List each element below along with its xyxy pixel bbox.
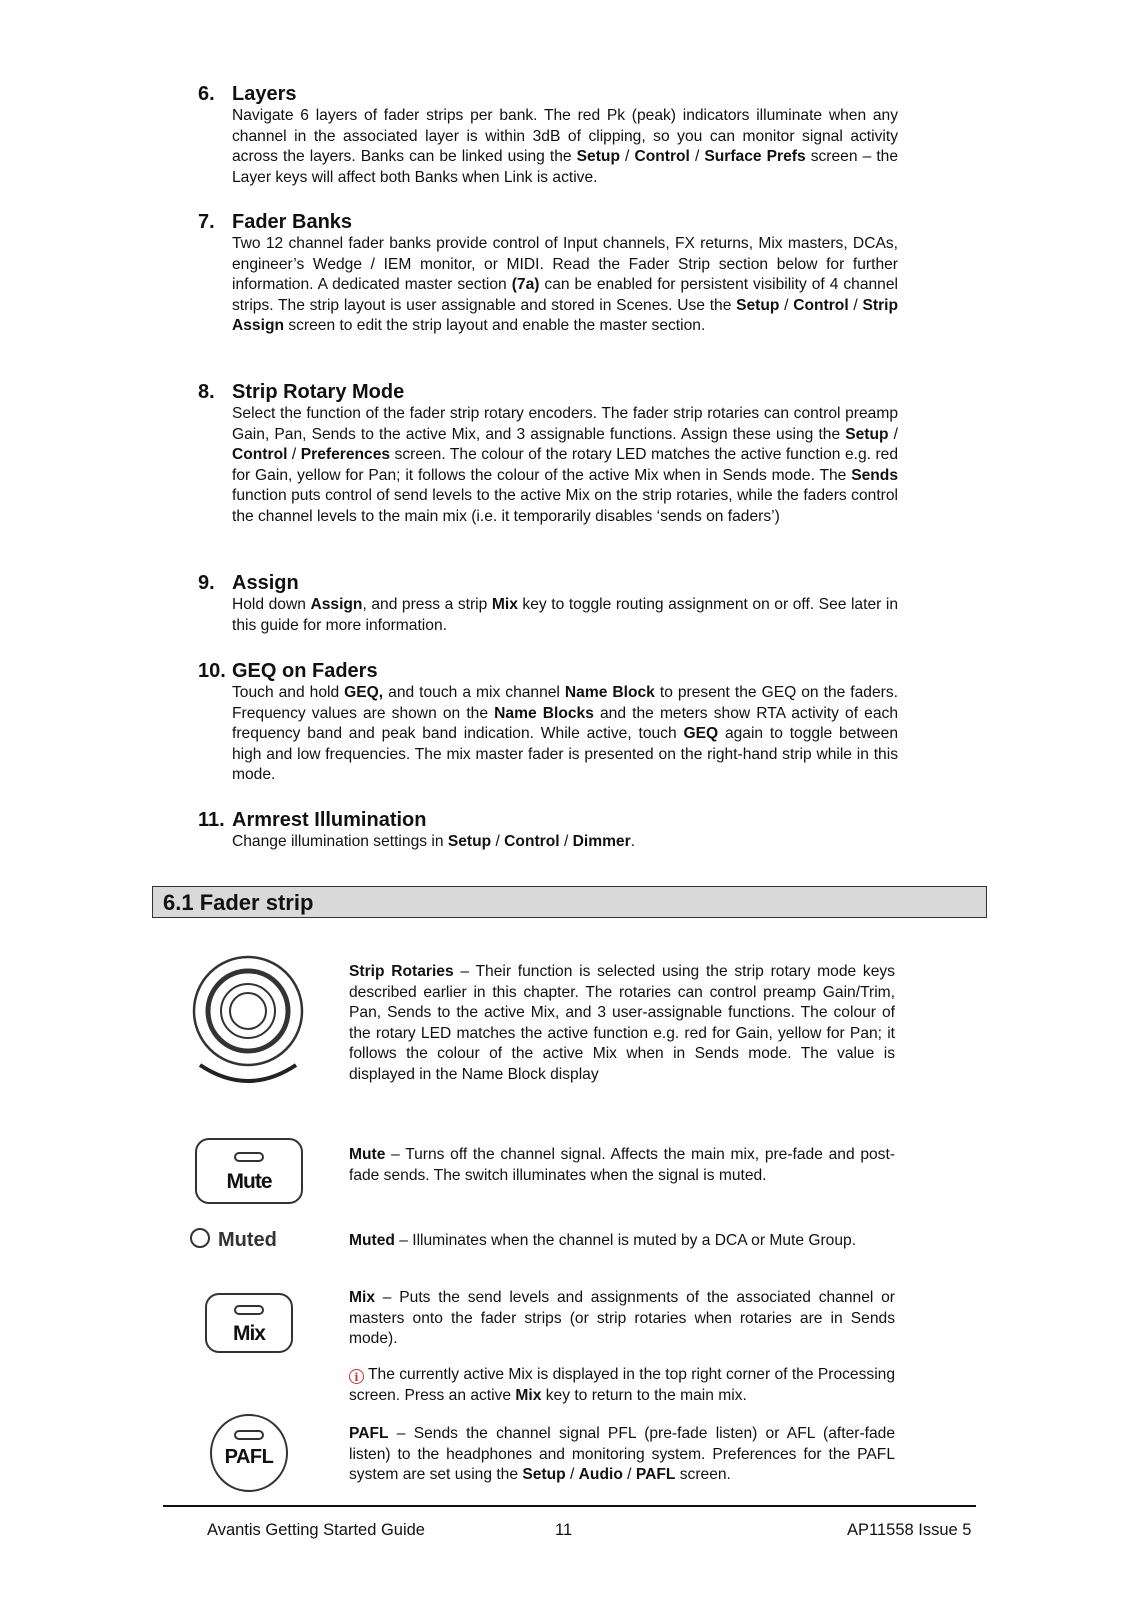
pafl-description: PAFL – Sends the channel signal PFL (pre-fade listen) or AFL (after-fade listen) to the headphones and monitoring system. Preferences for the PAFL system are set using the Setup / Audio / PAFL screen.: [349, 1425, 895, 1484]
led-icon: [234, 1305, 264, 1315]
section-body: Hold down Assign, and press a strip Mix key to toggle routing assignment on or off. See later in this guide for more information.: [232, 596, 899, 634]
mute-key-icon: Mute: [195, 1138, 303, 1204]
section-body: Navigate 6 layers of fader strips per bank. The red Pk (peak) indicators illuminate when any channel in the associated layer is within 3dB of clipping, so you can monitor signal activity across the layers. Banks can be linked using the Setup / Control / Surface Prefs screen – the Layer keys will affect both Banks when Link is active.: [232, 107, 898, 186]
section-layers: [198, 82, 898, 188]
muted-indicator: Muted: [190, 1228, 277, 1252]
section-armrest-illumination: [198, 808, 898, 853]
section-fader-banks: [198, 210, 898, 337]
footer-page-number: 11: [555, 1521, 573, 1539]
muted-description: Muted – Illuminates when the channel is muted by a DCA or Mute Group.: [349, 1232, 857, 1249]
section-heading: 8. Strip Rotary Mode: [198, 381, 405, 403]
section-assign: [198, 571, 898, 636]
footer-doc-id: AP11558 Issue 5: [847, 1521, 972, 1539]
section-strip-rotary-mode: [198, 380, 898, 528]
section-heading: 9. Assign: [198, 572, 299, 594]
section-heading: 7. Fader Banks: [198, 211, 353, 233]
info-note: i The currently active Mix is displayed in the top right corner of the Processing screen. Press an active Mix key to return to the main mix.: [349, 1366, 895, 1404]
pafl-key-icon: PAFL: [210, 1414, 288, 1492]
led-icon: [234, 1430, 264, 1440]
section-banner: [152, 886, 987, 918]
section-body: Select the function of the fader strip rotary encoders. The fader strip rotaries can control preamp Gain, Pan, Sends to the active Mix, and 3 assignable functions. Assign these using the Setup / Control / Preferences screen. The colour of the rotary LED matches the active function e.g. red for Gain, yellow for Pan; it follows the colour of the active Mix when in Sends mode. The Sends function puts control of send levels to the active Mix on the strip rotaries, while the faders control the channel levels to the main mix (i.e. it temporarily disables ‘sends on faders’): [232, 405, 899, 525]
section-body: Touch and hold GEQ, and touch a mix channel Name Block to present the GEQ on the faders. Frequency values are shown on the Name Blocks and the meters show RTA activity of each frequency band and peak band indication. While active, touch GEQ again to toggle between high and low frequencies. The mix master fader is presented on the right-hand strip while in this mode.: [232, 684, 898, 784]
info-icon: i: [349, 1369, 364, 1384]
mix-key-icon: Mix: [205, 1293, 293, 1353]
section-body: Change illumination settings in Setup / Control / Dimmer.: [232, 833, 636, 850]
footer-rule: [163, 1505, 976, 1507]
section-body: Two 12 channel fader banks provide control of Input channels, FX returns, Mix masters, DCAs, engineer’s Wedge / IEM monitor, or MIDI. Read the Fader Strip section below for further information. A dedicated master section (7a) can be enabled for persistent visibility of 4 channel strips. The strip layout is user assignable and stored in Scenes. Use the Setup / Control / Strip Assign screen to edit the strip layout and enable the master section.: [232, 235, 898, 335]
section-heading: 10. GEQ on Faders: [198, 660, 378, 682]
section-geq-on-faders: [198, 659, 898, 786]
mix-description: Mix – Puts the send levels and assignments of the associated channel or masters onto the fader strips (or strip rotaries when rotaries are in Sends mode).: [349, 1289, 895, 1348]
footer-doc-title: Avantis Getting Started Guide: [207, 1521, 425, 1539]
rotary-knob-icon: [188, 955, 308, 1087]
section-heading: 6. Layers: [198, 83, 297, 105]
section-heading: 11. Armrest Illumination: [198, 809, 427, 831]
led-icon: [234, 1152, 264, 1162]
muted-led-icon: [190, 1228, 210, 1248]
banner-title: 6.1 Fader strip: [163, 890, 314, 915]
strip-rotaries-description: Strip Rotaries – Their function is selected using the strip rotary mode keys described earlier in this chapter. The rotaries can control preamp Gain/Trim, Pan, Sends to the active Mix, and 3 user-assignable functions. The colour of the rotary LED matches the active function e.g. red for Gain, yellow for Pan; it follows the colour of the active Mix when in Sends mode. The value is displayed in the Name Block display: [349, 963, 895, 1083]
mute-description: Mute – Turns off the channel signal. Affects the main mix, pre-fade and post-fade sends. The switch illuminates when the signal is muted.: [349, 1146, 895, 1184]
